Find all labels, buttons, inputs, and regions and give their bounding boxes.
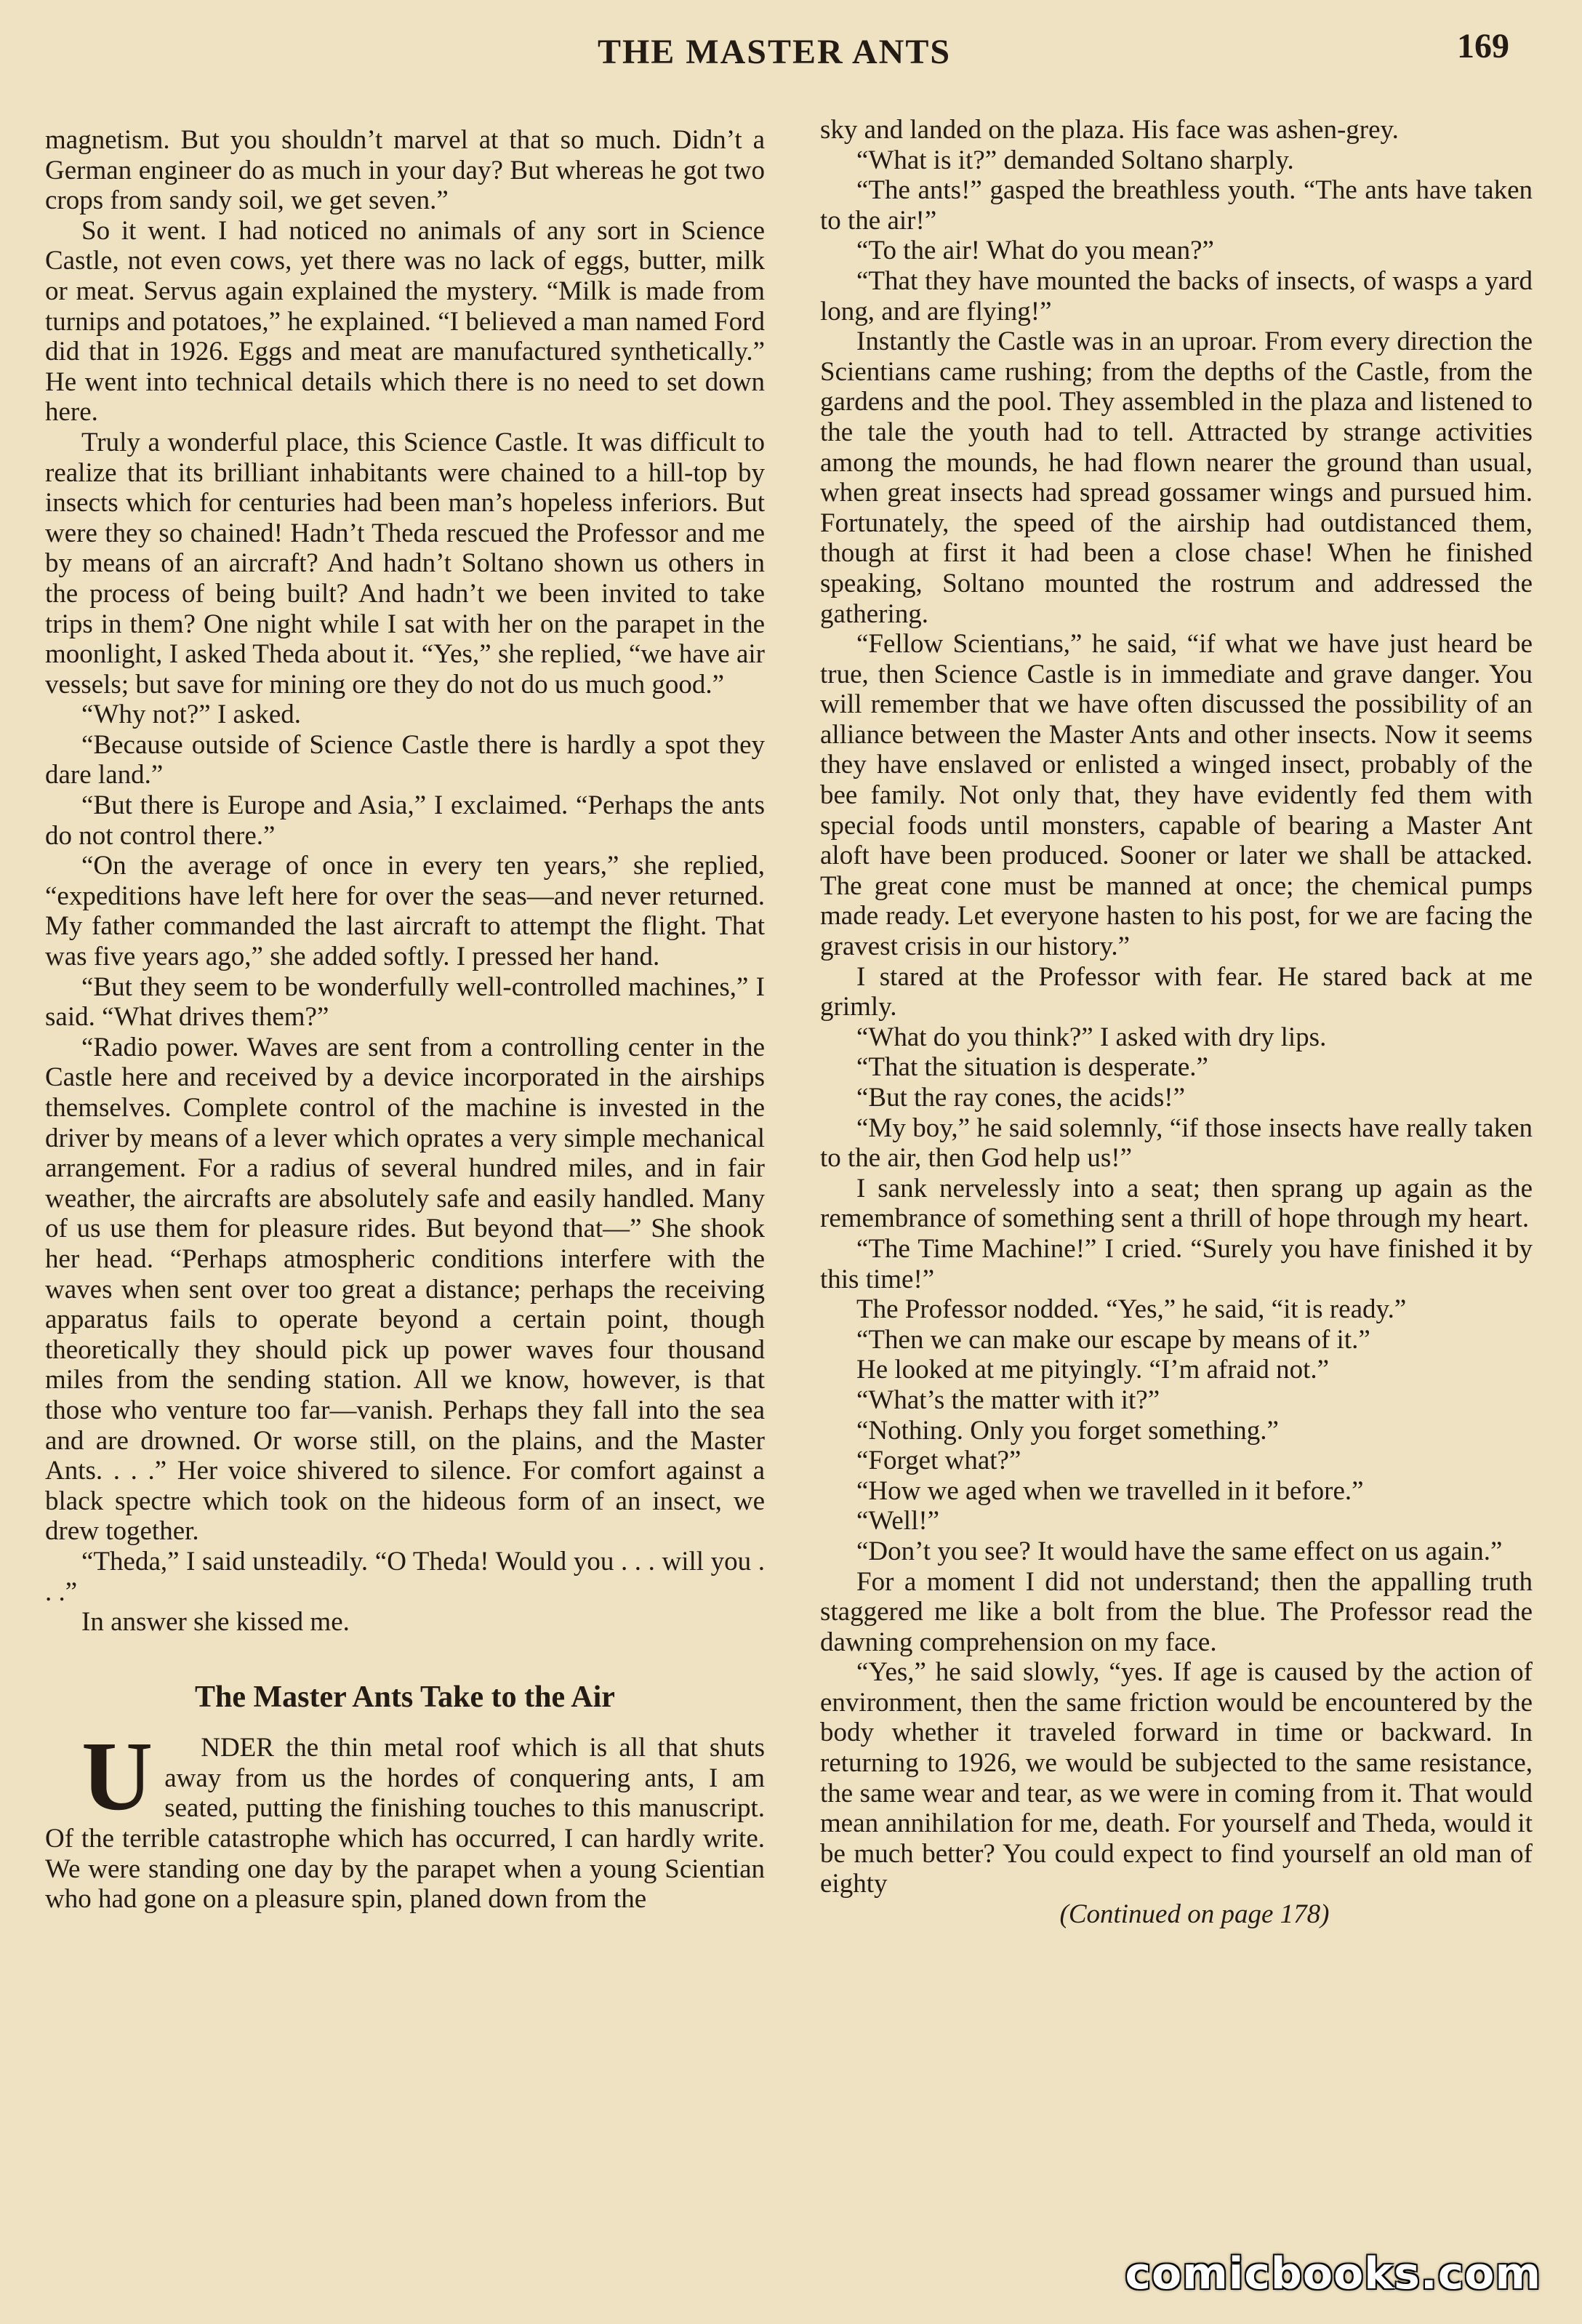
paragraph: For a moment I did not understand; then the appalling truth staggered me like a bolt from the blue. The Professor read the dawning comprehension on my face. (820, 1566, 1533, 1657)
paragraph: “What do you think?” I asked with dry lips. (856, 1022, 1327, 1052)
paragraph: “Don’t you see? It would have the same effect on us again.” (856, 1536, 1503, 1566)
paragraph: magnetism. But you shouldn’t marvel at that so much. Didn’t a German engineer do as much in your day? But whereas he got two crops from sandy soil, we get seven.” (45, 125, 765, 216)
paragraph: “Nothing. Only you forget something.” (856, 1415, 1279, 1446)
paragraph: “Theda,” I said unsteadily. “O Theda! Would you . . . will you . . .” (45, 1546, 765, 1607)
dropcap-letter: U (81, 1722, 153, 1832)
page-header (0, 26, 1582, 77)
paragraph: “Then we can make our escape by means of it.” (856, 1324, 1370, 1355)
left-column (45, 125, 765, 1915)
dropcap-paragraph (45, 1722, 765, 1915)
paragraph: “Forget what?” (856, 1446, 1021, 1476)
section-heading: The Master Ants Take to the Air (195, 1680, 615, 1714)
paragraph: “Radio power. Waves are sent from a controlling center in the Castle here and received by a device incorporated in the airships themselves. Complete control of the machine is invested in the driver by means of a lever which oprates a very simple mechanical arrangement. For a radius of several hundred miles, and in fair weather, the aircrafts are absolutely safe and easily handled. Many of us use them for pleasure rides. But beyond that—” She shook her head. “Perhaps atmospheric conditions interfere with the waves when sent over too great a distance; perhaps the receiving apparatus fails to operate beyond a certain point, though theoretically they should pick up power waves four thousand miles from the sending station. All we know, however, is that those who venture too far—vanish. Perhaps they fall into the sea and are drowned. Or worse still, on the plains, and the Master Ants. . . .” Her voice shivered to silence. For comfort against a black spectre which took on the hideous form of an insect, we drew together. (45, 1032, 765, 1547)
paragraph: In answer she kissed me. (81, 1607, 350, 1638)
paragraph: “Fellow Scientians,” he said, “if what we have just heard be true, then Science Castle is in immediate and grave danger. You will remember that we have often discussed the possibility of an alliance between the Master Ants and other insects. Now it seems they have enslaved or enlisted a winged insect, probably of the bee family. Not only that, they have evidently fed them with special foods until monsters, capable of bearing a Master Ant aloft have been produced. Sooner or later we shall be attacked. The great cone must be manned at once; the chemical pumps made ready. Let everyone hasten to his post, for we are facing the gravest crisis in our history.” (820, 629, 1533, 962)
paragraph: “The Time Machine!” I cried. “Surely you have finished it by this time!” (820, 1233, 1533, 1294)
paragraph: “On the average of once in every ten years,” she replied, “expeditions have left here for over the seas—and never returned. My father commanded the last aircraft to attempt the flight. That was five years ago,” she added softly. I pressed her hand. (45, 851, 765, 972)
paragraph: The Professor nodded. “Yes,” he said, “it is ready.” (856, 1294, 1407, 1325)
paragraph: “How we aged when we travelled in it before.” (856, 1475, 1364, 1506)
paragraph: “But there is Europe and Asia,” I exclaimed. “Perhaps the ants do not control there.” (45, 790, 765, 851)
paragraph: He looked at me pityingly. “I’m afraid not.” (856, 1355, 1330, 1385)
watermark-logo: comicbooks.com (1125, 2248, 1541, 2299)
paragraph: “My boy,” he said solemnly, “if those insects have really taken to the air, then God help us!” (820, 1113, 1533, 1174)
paragraph: “Yes,” he said slowly, “yes. If age is caused by the action of environment, then the same friction would be encountered by the body whether it traveled forward in time or backward. In returning to 1926, we would be subjected to the same resistance, the same wear and tear, as we were in coming from it. That would mean annihilation for me, death. For yourself and Theda, would it be much better? You could expect to find yourself an old man of eighty (820, 1657, 1533, 1899)
continued-note: (Continued on page 178) (1059, 1899, 1330, 1930)
running-title: THE MASTER ANTS (597, 33, 952, 71)
paragraph: Instantly the Castle was in an uproar. From every direction the Scientians came rushing; from the depths of the Castle, from the gardens and the pool. They assembled in the plaza and listened to the tale the youth had to tell. Attracted by strange activities among the mounds, he had flown nearer the ground than usual, when great insects had spread gossamer wings and pursued him. Fortunately, the speed of the airship had outdistanced them, though at first it had been a close chase! When he finished speaking, Soltano mounted the rostrum and addressed the gathering. (820, 326, 1533, 629)
paragraph: I stared at the Professor with fear. He stared back at me grimly. (820, 961, 1533, 1022)
dropcap-paragraph-text: NDER the thin metal roof which is all that shuts away from us the hordes of conquering ants, I am seated, putting the finishing touches to this manuscript. Of the terrible catastrophe which has occurred, I can hardly write. We were standing one day by the parapet when a young Scientian who had gone on a pleasure spin, planed down from the (45, 1733, 765, 1915)
paragraph: “Because outside of Science Castle there is hardly a spot they dare land.” (45, 729, 765, 790)
paragraph: “What’s the matter with it?” (856, 1385, 1160, 1415)
paragraph: “That they have mounted the backs of insects, of wasps a yard long, and are flying!” (820, 265, 1533, 326)
paragraph: I sank nervelessly into a seat; then sprang up again as the remembrance of something sent a thrill of hope through my heart. (820, 1173, 1533, 1234)
paragraph: “What is it?” demanded Soltano sharply. (856, 145, 1294, 175)
paragraph: Truly a wonderful place, this Science Castle. It was difficult to realize that its brilliant inhabitants were chained to a hill-top by insects which for centuries had been man’s hopeless inferiors. But were they so chained! Hadn’t Theda rescued the Professor and me by means of an aircraft? And hadn’t Soltano shown us others in the process of being built? And hadn’t we been invited to take trips in them? One night while I sat with her on the parapet in the moonlight, I asked Theda about it. “Yes,” she replied, “we have air vessels; but save for mining ore they do not do us much good.” (45, 427, 765, 700)
paragraph: “That the situation is desperate.” (856, 1052, 1208, 1083)
paragraph: sky and landed on the plaza. His face was ashen-grey. (820, 115, 1399, 145)
paragraph: “To the air! What do you mean?” (856, 236, 1214, 266)
right-column (820, 115, 1533, 1930)
paragraph: “Why not?” I asked. (81, 700, 302, 730)
paragraph: So it went. I had noticed no animals of any sort in Science Castle, not even cows, yet there was no lack of eggs, butter, milk or meat. Servus again explained the mystery. “Milk is made from turnips and potatoes,” he explained. “I believed a man named Ford did that in 1926. Eggs and meat are manufactured synthetically.” He went into technical details which there is no need to set down here. (45, 215, 765, 428)
paragraph: “But the ray cones, the acids!” (856, 1083, 1186, 1113)
page-number: 169 (1457, 27, 1509, 65)
paragraph: “The ants!” gasped the breathless youth. “The ants have taken to the air!” (820, 175, 1533, 236)
paragraph: “But they seem to be wonderfully well-controlled machines,” I said. “What drives them?” (45, 971, 765, 1033)
paragraph: “Well!” (856, 1506, 940, 1536)
